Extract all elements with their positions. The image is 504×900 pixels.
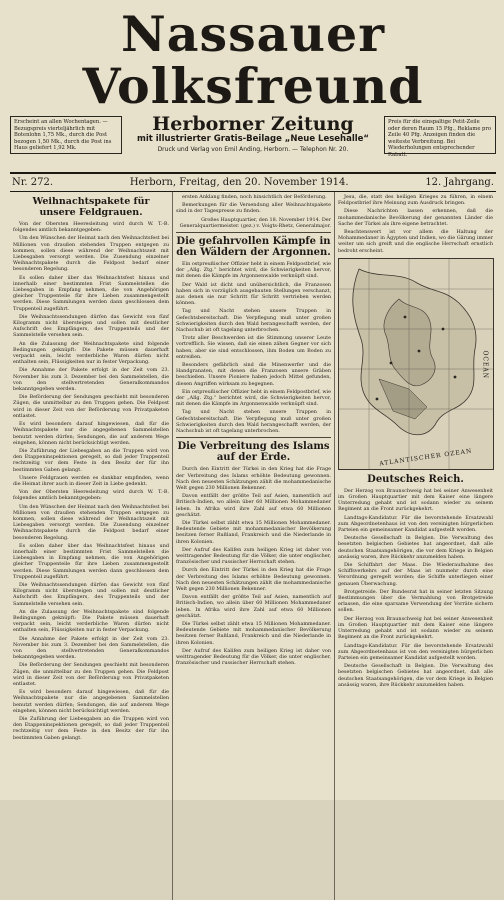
paragraph: Es sollen daher über das Weihnachtsfest hinaus und innerhalb einer bestimmten Frist Sammelstellen die Liebesgaben in Empfang nehmen, die von Angehörigen gleicher Truppenteile für ihre Lieben zusammengestellt werden. Diese Sammlungen werden dann geschlossen dem Truppenteil zugeführt. (13, 274, 169, 312)
divider (176, 437, 331, 438)
headline-deutsches-reich: Deutsches Reich. (367, 473, 464, 485)
paragraph: Trotz aller Beschwerden ist die Stimmung unserer Leute vortrefflich. Sie wissen, daß sie einen zähen Gegner vor sich haben, aber sie sind entschlossen, ihm Boden um Boden zu entreißen. (176, 335, 331, 360)
paragraph: Die Schiffahrt der Maas. Die Wiederaufnahme des Schiffsverkehrs auf der Maas ist nunmehr durch eine Verordnung geregelt worden; die Schiffe unterliegen einer genauen Überwachung. (338, 562, 493, 587)
map-figure (338, 258, 494, 470)
paragraph: Die Annahme der Pakete erfolgt in der Zeit vom 23. November bis zum 3. Dezember bei den Sammelstellen, die von den stellvertretenden Generalkommandos bekanntgegeben werden. (13, 367, 169, 393)
subscription-box: Erscheint an allen Wochentagen. — Bezugspreis vierteljährlich mit Botenlohn 1,75 Mk., durch die Post bezogen 1,50 Mk., durch die Post ins Haus geliefert 1,92 Mk. (10, 116, 122, 154)
advert-price-box: Preis für die einspaltige Petit-Zeile oder deren Raum 15 Pfg., Reklame pro Zeile 40 Pfg. Anzeigen finden die weiteste Verbreitung. Bei Wiederholungen entsprechender Rabatt. (384, 116, 496, 154)
subtitle-print: Druck und Verlag von Emil Anding, Herborn. — Telephon Nr. 20. (157, 146, 349, 153)
paragraph: ersten Anklang finden, noch hinsichtlich der Beförderung. (182, 194, 327, 200)
paragraph: An die Zulassung der Weihnachtspakete sind folgende Bedingungen geknüpft: Die Pakete müssen dauerhaft verpackt sein, leicht verderbliche Waren dürfen nicht enthalten sein, Flüssigkeiten nur in fester Verpackung. (13, 608, 169, 634)
paragraph: Die Beförderung der Sendungen geschieht mit besonderen Zügen, die unmittelbar zu den Truppen gehen. Die Feldpost wird in dieser Zeit von der Beförderung von Privatpaketen entlastet. (13, 662, 169, 688)
paragraph: Tag und Nacht stehen unsere Truppen in Gefechtsbereitschaft. Die Verpflegung muß unter großen Schwierigkeiten durch den Wald herangeschafft werden, der Nachschub ist oft tagelang unterbrochen. (176, 409, 331, 435)
paragraph: Der Herzog von Braunschweig hat bei seiner Anwesenheit im Großen Hauptquartier mit dem Kaiser eine längere Unterredung gehabt und ist sodann wieder zu seinem Regiment an die Front zurückgekehrt. (338, 615, 493, 641)
paragraph: Deutsche Gesellschaft in Belgien. Die Verwaltung des besetzten belgischen Gebietes hat angeordnet, daß alle deutschen Staatsangehörigen, die vor dem Kriege in Belgien ansässig waren, ihre Rückkehr anzumelden haben. (338, 535, 493, 560)
paragraph: Durch den Eintritt der Türkei in den Krieg hat die Frage der Verbreitung des Islams erhöhte Bedeutung gewonnen. Nach den neuesten Schätzungen zählt die mohammedanische Welt gegen 230 Millionen Bekenner. (176, 567, 331, 592)
headline-argonnen: Die gefahrvollen Kämpfe in den Wäldern der Argonnen. (176, 236, 331, 259)
paragraph: Landtags-Kandidatur. Für die bevorstehende Ersatzwahl zum Abgeordnetenhaus ist von den vereinigten bürgerlichen Parteien ein gemeinsamer Kandidat aufgestellt worden. (338, 514, 493, 534)
paragraph: Bemerkungen für die Versendung aller Weihnachtspakete sind in der Tagespresse zu finden. (176, 202, 331, 215)
issue-date: Herborn, Freitag, den 20. November 1914. (129, 177, 349, 188)
paragraph: Der Aufruf des Kalifen zum heiligen Krieg ist daher von weittragender Bedeutung für die Völker, die unter englischer, französischer und russischer Herrschaft stehen. (176, 647, 331, 667)
paragraph: Es wird besonders darauf hingewiesen, daß für die Weihnachtspakete nur die angegebenen Sammelstellen benutzt werden dürfen; Sendungen, die auf anderem Wege eingehen, können nicht berücksichtigt werden. (13, 421, 169, 446)
paragraph: Von der Obersten Heeresleitung wird durch W. T.-B. folgendes amtlich bekanntgegeben: (13, 489, 169, 502)
paragraph: Brotgetreide. Der Bundesrat hat in seiner letzten Sitzung Bestimmungen über die Vermahlung von Brotgetreide erlassen, die eine sparsame Verwendung der Vorräte sichern sollen. (338, 588, 493, 614)
paragraph: Der Aufruf des Kalifen zum heiligen Krieg ist daher von weittragender Bedeutung für die Völker, die unter englischer, französischer und russischer Herrschaft stehen. (176, 546, 331, 566)
subtitle-block (128, 114, 378, 154)
paragraph: Ein ostpreußischer Offizier hebt in einem Feldpostbrief, wie der „Allg. Ztg.“ berichtet wird, die Schwierigkeiten hervor, mit denen die Kämpfe im Argonnenwalde verknüpft sind. (176, 388, 332, 408)
paragraph: Die Annahme der Pakete erfolgt in der Zeit vom 23. November bis zum 3. Dezember bei den Sammelstellen, die von den stellvertretenden Generalkommandos bekanntgegeben werden. (13, 635, 169, 661)
paragraph: Die Zuführung der Liebesgaben an die Truppen wird von den Etappeninspektionen geregelt, so daß jeder Truppenteil rechtzeitig vor dem Feste in den Besitz der für ihn bestimmten Gaben gelangt. (13, 447, 169, 473)
paragraph: Von der Obersten Heeresleitung wird durch W. T.-B. folgendes amtlich bekanntgegeben: (13, 221, 169, 234)
subtitle-tagline: mit illustrierter Gratis-Beilage „Neue Lesehalle“ (136, 134, 370, 144)
article-columns (10, 192, 496, 900)
paragraph: Ein ostpreußischer Offizier hebt in einem Feldpostbrief, wie der „Allg. Ztg.“ berichtet wird, die Schwierigkeiten hervor, mit denen die Kämpfe im Argonnenwalde verknüpft sind. (176, 261, 332, 280)
column-1 (10, 192, 172, 900)
paragraph: Davon entfällt der größte Teil auf Asien, namentlich auf Britisch-Indien, wo allein über 60 Millionen Mohammedaner leben. In Afrika wird ihre Zahl auf etwa 60 Millionen geschätzt. (176, 594, 331, 619)
paragraph: Die Türkei selbst zählt etwa 15 Millionen Mohammedaner. Bedeutende Gebiete mit mohammedanischer Bevölkerung besitzen ferner Rußland, Frankreich und die Niederlande in ihren Kolonien. (176, 620, 331, 646)
issue-number: Nr. 272. (12, 177, 54, 188)
paragraph: Der Herzog von Braunschweig hat bei seiner Anwesenheit im Großen Hauptquartier mit dem Kaiser eine längere Unterredung gehabt und ist sodann wieder zu seinem Regiment an die Front zurückgekehrt. (338, 487, 493, 513)
headline-weihnachtspakete: Weihnachtspakete für unsere Feldgrauen. (32, 196, 150, 218)
paragraph: Die Türkei selbst zählt etwa 15 Millionen Mohammedaner. Bedeutende Gebiete mit mohammedanischer Bevölkerung besitzen ferner Rußland, Frankreich und die Niederlande in ihren Kolonien. (176, 519, 331, 545)
paragraph: Es sollen daher über das Weihnachtsfest hinaus und innerhalb einer bestimmten Frist Sammelstellen die Liebesgaben in Empfang nehmen, die von Angehörigen gleicher Truppenteile für ihre Lieben zusammengestellt werden. Diese Sammlungen werden dann geschlossen dem Truppenteil zugeführt. (13, 542, 169, 580)
column-3 (334, 192, 496, 900)
subtitle-main: Herborner Zeitung (152, 113, 354, 135)
subheader (10, 114, 496, 174)
paragraph: Die Weihnachtssendungen dürfen das Gewicht von fünf Kilogramm nicht übersteigen und sollen mit deutlicher Aufschrift des Empfängers, des Truppenteils und der Sammelstelle versehen sein. (13, 313, 169, 339)
paragraph: Es wird besonders darauf hingewiesen, daß für die Weihnachtspakete nur die angegebenen Sammelstellen benutzt werden dürfen; Sendungen, die auf anderem Wege eingehen, können nicht berücksichtigt werden. (13, 689, 169, 714)
issue-year: 12. Jahrgang. (425, 177, 494, 188)
paragraph: Tag und Nacht stehen unsere Truppen in Gefechtsbereitschaft. Die Verpflegung muß unter großen Schwierigkeiten durch den Wald herangeschafft werden, der Nachschub ist oft tagelang unterbrochen. (176, 308, 331, 334)
masthead-title: Nassauer Volksfreund (82, 5, 424, 115)
paragraph: Davon entfällt der größte Teil auf Asien, namentlich auf Britisch-Indien, wo allein über 60 Millionen Mohammedaner leben. In Afrika wird ihre Zahl auf etwa 60 Millionen geschätzt. (176, 493, 331, 518)
paragraph: Jesu, die, statt des heiligen Krieges zu führen, in einem Feldpostbrief ihre Meinung zum Ausdruck bringen. (338, 194, 493, 207)
paragraph: An die Zulassung der Weihnachtspakete sind folgende Bedingungen geknüpft: Die Pakete müssen dauerhaft verpackt sein, leicht verderbliche Waren dürfen nicht enthalten sein, Flüssigkeiten nur in fester Verpackung. (13, 340, 169, 366)
paragraph: Die Beförderung der Sendungen geschieht mit besonderen Zügen, die unmittelbar zu den Truppen gehen. Die Feldpost wird in dieser Zeit von der Beförderung von Privatpaketen entlastet. (13, 394, 169, 419)
paragraph: Die Weihnachtssendungen dürfen das Gewicht von fünf Kilogramm nicht übersteigen und sollen mit deutlicher Aufschrift des Empfängers, des Truppenteils und der Sammelstelle versehen sein. (13, 581, 169, 607)
column-2 (172, 192, 334, 900)
map-illustration (339, 259, 493, 469)
divider (176, 232, 331, 233)
paragraph: Beachtenswert ist vor allem die Haltung der Mohammedaner in Ägypten und Indien, wo die Gärung immer weiter um sich greift und die englische Herrschaft ernstlich bedroht erscheint. (338, 229, 493, 254)
map-label-sea: ATLANTISCHER OZEAN (378, 447, 473, 468)
paragraph: Besonders gefährlich sind die Minenwerfer und die Handgranaten, mit denen die Franzosen unsere Gräben beschießen. Unsere Pioniere haben jedoch Mittel gefunden, diesen Angriffen wirksam zu begegnen. (176, 362, 331, 387)
paragraph: Um den Wünschen der Heimat nach den Weihnachtsfest bei Millionen von draußen stehenden Truppen entgegen zu kommen, sollen diese während der Weihnachtszeit mit Liebesgaben versorgt werden. Die Zusendung einzelner Weihnachtspakete durch die Feldpost bedarf einer besonderen Regelung. (13, 503, 169, 541)
paragraph: Deutsche Gesellschaft in Belgien. Die Verwaltung des besetzten belgischen Gebietes hat angeordnet, daß alle deutschen Staatsangehörigen, die vor dem Kriege in Belgien ansässig waren, ihre Rückkehr anzumelden haben. (338, 663, 493, 688)
paragraph: Der Wald ist dicht und unübersichtlich, die Franzosen haben sich in vorzüglich ausgebauten Stellungen verschanzt, aus denen sie nur Schritt für Schritt vertrieben werden können. (176, 281, 331, 307)
paragraph: Durch den Eintritt der Türkei in den Krieg hat die Frage der Verbreitung des Islams erhöhte Bedeutung gewonnen. Nach den neuesten Schätzungen zählt die mohammedanische Welt gegen 230 Millionen Bekenner. (176, 466, 331, 491)
paragraph: Diese Nachrichten lassen erkennen, daß die mohammedanische Bevölkerung der genannten Länder die Sache der Türkei als ihre eigene betrachtet. (338, 208, 493, 227)
dateline (10, 172, 496, 192)
paragraph: Die Zuführung der Liebesgaben an die Truppen wird von den Etappeninspektionen geregelt, so daß jeder Truppenteil rechtzeitig vor dem Feste in den Besitz der für ihn bestimmten Gaben gelangt. (13, 716, 169, 741)
headline-islam: Die Verbreitung des Islams auf der Erde. (177, 441, 330, 464)
paragraph: Unsere Feldgrauen werden es dankbar empfinden, wenn die Heimat ihrer auch in dieser Zeit in Liebe gedenkt. (13, 474, 169, 487)
paragraph: Um den Wünschen der Heimat nach den Weihnachtsfest bei Millionen von draußen stehenden Truppen entgegen zu kommen, sollen diese während der Weihnachtszeit mit Liebesgaben versorgt werden. Die Zusendung einzelner Weihnachtspakete durch die Feldpost bedarf einer besonderen Regelung. (13, 235, 169, 273)
paragraph: Landtags-Kandidatur. Für die bevorstehende Ersatzwahl zum Abgeordnetenhaus ist von den vereinigten bürgerlichen Parteien ein gemeinsamer Kandidat aufgestellt worden. (338, 642, 493, 661)
map-label-ocean: OCEAN (481, 350, 488, 379)
signature: Großes Hauptquartier, den 18. November 1914. Der Generalquartiermeister. (gez.) v. Voigts-Rhetz, Generalmajor. (179, 216, 331, 229)
